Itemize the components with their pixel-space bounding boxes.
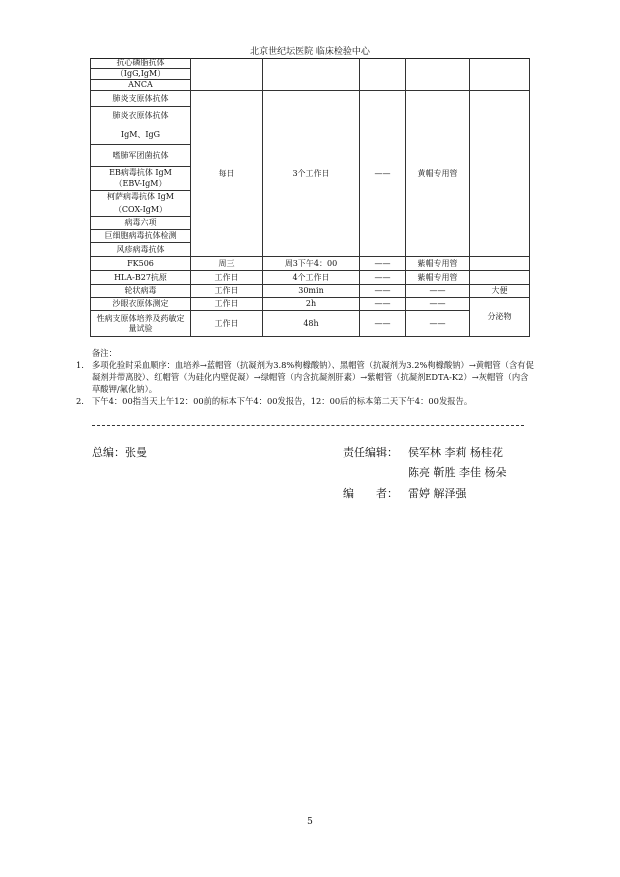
test-name-cell: 风疹病毒抗体 xyxy=(91,243,191,257)
dashed-separator xyxy=(92,425,524,426)
note-text: 多项化验时采血顺序：血培养→蓝帽管（抗凝剂为3.8%枸橼酸钠）、黑帽管（抗凝剂为3.2%枸橼酸钠）→黄帽管（含有促凝剂并带离胶）、红帽管（为硅化内壁促凝）→绿帽管（内含抗凝剂肝素）→紫帽管（抗凝剂EDTA-K2）→灰帽管（内含草酸钾/氟化钠）。 xyxy=(92,360,534,394)
tube-cell: —— xyxy=(406,311,470,337)
turnaround-cell: 周3下午4：00 xyxy=(263,257,360,271)
column4-cell: —— xyxy=(360,271,406,285)
tube-cell xyxy=(406,58,470,91)
lab-test-table xyxy=(90,58,530,337)
test-name-cell: 抗心磷脂抗体 xyxy=(91,58,191,69)
note-text: 下午4：00指当天上午12：00前的标本下午4：00发报告，12：00后的标本第二天下午4：00发报告。 xyxy=(92,396,473,406)
test-name-cell: ANCA xyxy=(91,80,191,91)
turnaround-cell: 30min xyxy=(263,285,360,298)
specimen-cell xyxy=(470,91,530,257)
table-row xyxy=(91,311,530,337)
test-name-cell: （IgG,IgM） xyxy=(91,69,191,80)
frequency-cell: 周三 xyxy=(191,257,263,271)
managing-editors-line2: 陈亮 靳胜 李佳 杨朵 xyxy=(408,466,507,479)
specimen-cell: 分泌物 xyxy=(470,298,530,337)
frequency-cell: 每日 xyxy=(191,91,263,257)
test-name-cell: EB病毒抗体 IgM xyxy=(91,167,191,179)
table-row xyxy=(91,285,530,298)
test-name-cell: 肺炎衣原体抗体 xyxy=(91,107,191,126)
frequency-cell: 工作日 xyxy=(191,298,263,311)
table-row xyxy=(91,58,530,69)
chief-editor: 总编：张曼 xyxy=(92,446,147,459)
test-name-cell: 嗜肺军团菌抗体 xyxy=(91,145,191,167)
table-row xyxy=(91,257,530,271)
page-number: 5 xyxy=(307,817,313,827)
managing-editors-line1: 侯军林 李莉 杨桂花 xyxy=(408,446,503,459)
column4-cell xyxy=(360,58,406,91)
note-item xyxy=(76,395,536,407)
turnaround-cell: 3个工作日 xyxy=(263,91,360,257)
specimen-cell: 大便 xyxy=(470,285,530,298)
page-header: 北京世纪坛医院 临床检验中心 xyxy=(250,47,370,57)
table-row xyxy=(91,298,530,311)
test-name-cell: 轮状病毒 xyxy=(91,285,191,298)
managing-editor-label: 责任编辑： xyxy=(343,446,398,459)
tube-cell: 黄帽专用管 xyxy=(406,91,470,257)
turnaround-cell: 2h xyxy=(263,298,360,311)
test-name-cell: 沙眼衣原体测定 xyxy=(91,298,191,311)
column4-cell: —— xyxy=(360,257,406,271)
column4-cell: —— xyxy=(360,311,406,337)
column4-cell: —— xyxy=(360,91,406,257)
specimen-cell xyxy=(470,257,530,271)
specimen-cell xyxy=(470,271,530,285)
test-name-cell: FK506 xyxy=(91,257,191,271)
frequency-cell: 工作日 xyxy=(191,285,263,298)
editors-label: 编 者： xyxy=(343,487,398,500)
test-name-cell: （EBV-IgM） xyxy=(91,179,191,191)
frequency-cell: 工作日 xyxy=(191,311,263,337)
tube-cell: —— xyxy=(406,285,470,298)
test-name-cell: 肺炎支原体抗体 xyxy=(91,91,191,107)
table-row xyxy=(91,271,530,285)
frequency-cell xyxy=(191,58,263,91)
table-row xyxy=(91,91,530,107)
note-number: 1. xyxy=(76,360,84,370)
tube-cell: —— xyxy=(406,298,470,311)
specimen-cell xyxy=(470,58,530,91)
turnaround-cell: 48h xyxy=(263,311,360,337)
tube-cell: 紫帽专用管 xyxy=(406,271,470,285)
test-name-cell: HLA-B27抗原 xyxy=(91,271,191,285)
editors-names: 雷婷 解泽强 xyxy=(408,487,467,500)
test-name-cell: 巨细胞病毒抗体检测 xyxy=(91,230,191,243)
test-name-cell: 性病支原体培养及药敏定量试验 xyxy=(91,311,191,337)
note-number: 2. xyxy=(76,396,84,406)
test-name-cell: 病毒六项 xyxy=(91,217,191,230)
notes-title: 备注： xyxy=(92,348,117,358)
tube-cell: 紫帽专用管 xyxy=(406,257,470,271)
frequency-cell: 工作日 xyxy=(191,271,263,285)
test-name-cell: IgM、IgG xyxy=(91,126,191,145)
test-name-cell: 柯萨病毒抗体 IgM xyxy=(91,191,191,204)
notes-section xyxy=(76,347,536,407)
note-item xyxy=(76,359,536,395)
column4-cell: —— xyxy=(360,285,406,298)
test-name-cell: （COX-IgM） xyxy=(91,204,191,217)
turnaround-cell: 4个工作日 xyxy=(263,271,360,285)
turnaround-cell xyxy=(263,58,360,91)
column4-cell: —— xyxy=(360,298,406,311)
